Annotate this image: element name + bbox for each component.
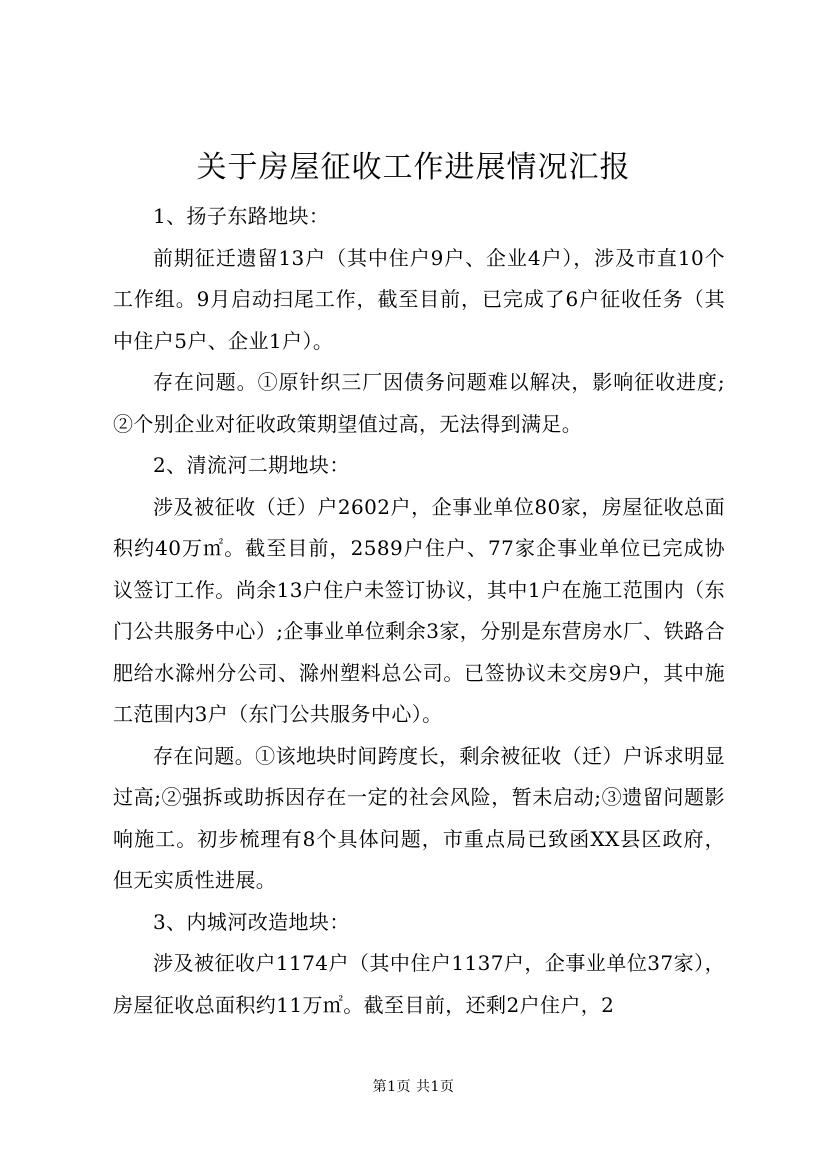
paragraph-yangzi-issues: 存在问题。①原针织三厂因债务问题难以解决，影响征收进度;②个别企业对征收政策期望值过高，无法得到满足。: [113, 370, 725, 436]
paragraph-neicheng-progress: 涉及被征收户1174户（其中住户1137户，企事业单位37家），房屋征收总面积约11万㎡。截至目前，还剩2户住户，2: [113, 951, 725, 1017]
section-heading-2: 2、清流河二期地块：: [153, 453, 350, 477]
document-title: 关于房屋征收工作进展情况汇报: [196, 150, 631, 185]
paragraph-qingliu-progress: 涉及被征收（迁）户2602户，企事业单位80家，房屋征收总面积约40万㎡。截至目前，2589户住户、77家企事业单位已完成协议签订工作。尚余13户住户未签订协议，其中1户在施工范围内（东门公共服务中心）;企事业单位剩余3家，分别是东营房水厂、铁路合肥给水滁州分公司、滁州塑料总公司。已签协议未交房9户，其中施工范围内3户（东门公共服务中心）。: [113, 494, 725, 726]
paragraph-yangzi-progress: 前期征迁遗留13户（其中住户9户、企业4户），涉及市直10个工作组。9月启动扫尾工作，截至目前，已完成了6户征收任务（其中住户5户、企业1户）。: [113, 245, 725, 353]
section-heading-1: 1、扬子东路地块：: [153, 204, 330, 228]
page-footer: 第1页 共1页: [372, 1079, 455, 1095]
document-body: [113, 196, 725, 1026]
paragraph-qingliu-issues: 存在问题。①该地块时间跨度长，剩余被征收（迁）户诉求明显过高;②强拆或助拆因存在一定的社会风险，暂未启动;③遗留问题影响施工。初步梳理有8个具体问题，市重点局已致函XX县区政府，但无实质性进展。: [113, 743, 725, 892]
section-heading-3: 3、内城河改造地块：: [153, 909, 350, 934]
